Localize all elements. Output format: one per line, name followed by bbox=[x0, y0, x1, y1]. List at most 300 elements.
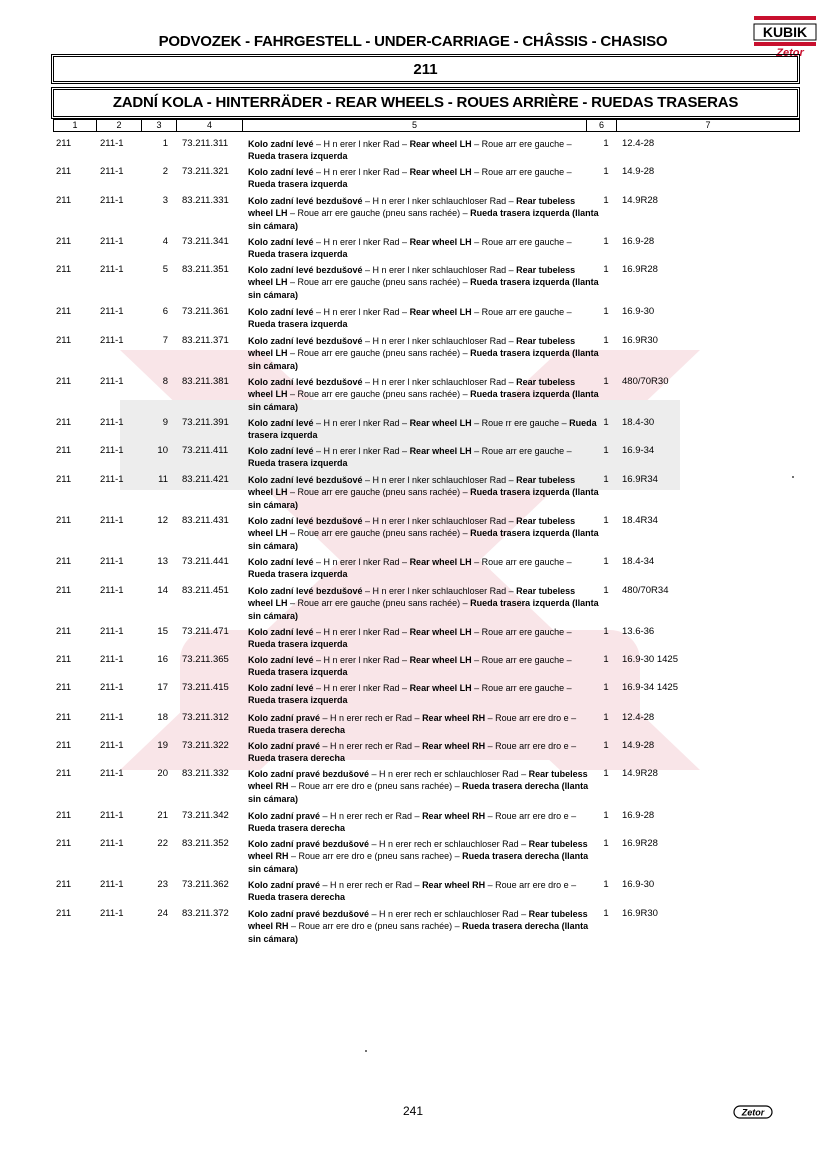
desc-fr: – Roue arr ere dro e – bbox=[485, 811, 577, 821]
part-number-cell: 83.211.431 bbox=[182, 515, 229, 526]
table-column-header bbox=[53, 119, 800, 132]
desc-cz: Kolo zadní levé bezdušové bbox=[248, 377, 363, 387]
quantity-cell: 1 bbox=[603, 740, 609, 751]
part-number-cell: 83.211.371 bbox=[182, 335, 229, 346]
tire-size-cell: 16.9-34 bbox=[622, 445, 655, 456]
group-cell: 211-1 bbox=[100, 376, 124, 387]
desc-de: – H n erer rech er schlauchloser Rad – bbox=[369, 909, 529, 919]
desc-fr: – Roue arr ere gauche (pneu sans rachée) – bbox=[287, 277, 471, 288]
position-cell: 20 bbox=[157, 768, 168, 779]
group-cell: 211-1 bbox=[100, 712, 124, 723]
desc-cz: Kolo zadní pravé bbox=[248, 713, 321, 723]
group-cell: 211-1 bbox=[100, 335, 124, 346]
position-cell: 22 bbox=[157, 838, 168, 849]
desc-es: Rueda trasera izquerda (llanta sin cámara) bbox=[248, 528, 599, 551]
desc-es: Rueda trasera izquerda bbox=[248, 179, 348, 190]
desc-es: Rueda trasera derecha (llanta sin cámara) bbox=[248, 851, 589, 874]
desc-cz: Kolo zadní levé bezdušové bbox=[248, 586, 363, 596]
position-cell: 12 bbox=[157, 515, 168, 526]
part-number-cell: 73.211.312 bbox=[182, 712, 229, 723]
desc-es: Rueda trasera izquerda (llanta sin cámara) bbox=[248, 208, 599, 231]
desc-cz: Kolo zadní pravé bezdušové bbox=[248, 769, 370, 779]
desc-de: – H n erer rech er schlauchloser Rad – bbox=[369, 839, 529, 849]
tire-size-cell: 14.9-28 bbox=[622, 166, 655, 177]
description-cell bbox=[248, 445, 600, 470]
desc-de: – H n erer l nker schlauchloser Rad – bbox=[362, 475, 517, 485]
description-cell bbox=[248, 810, 600, 835]
desc-en: Rear tubeless wheel RH bbox=[248, 839, 588, 862]
desc-es: Rueda trasera izquerda (llanta sin cámara) bbox=[248, 487, 599, 510]
desc-en: Rear tubeless wheel LH bbox=[248, 377, 576, 400]
column-header-6: 6 bbox=[587, 120, 617, 131]
section-cell: 211 bbox=[56, 626, 72, 637]
group-cell: 211-1 bbox=[100, 908, 124, 919]
description-cell bbox=[248, 195, 600, 232]
tire-size-cell: 12.4-28 bbox=[622, 138, 655, 149]
section-cell: 211 bbox=[56, 376, 72, 387]
desc-de: – H n erer l nker Rad – bbox=[313, 655, 410, 665]
group-cell: 211-1 bbox=[100, 195, 124, 206]
group-cell: 211-1 bbox=[100, 138, 124, 149]
desc-fr: – Roue arr ere gauche – bbox=[471, 237, 572, 247]
section-cell: 211 bbox=[56, 138, 72, 149]
desc-cz: Kolo zadní levé bbox=[248, 307, 314, 317]
desc-es: Rueda trasera izquerda (llanta sin cámara) bbox=[248, 389, 599, 412]
scan-speck bbox=[365, 1050, 367, 1052]
part-number-cell: 83.211.351 bbox=[182, 264, 229, 275]
description-cell bbox=[248, 236, 600, 261]
tire-size-cell: 480/70R30 bbox=[622, 376, 669, 387]
position-cell: 23 bbox=[157, 879, 168, 890]
desc-fr: – Roue arr ere gauche (pneu sans rachée) – bbox=[287, 487, 471, 498]
description-cell bbox=[248, 515, 600, 552]
section-cell: 211 bbox=[56, 585, 72, 596]
section-cell: 211 bbox=[56, 515, 72, 526]
desc-en: Rear wheel RH bbox=[422, 741, 486, 751]
position-cell: 5 bbox=[162, 264, 168, 275]
desc-fr: – Roue arr ere dro e (pneu sans rachée) – bbox=[288, 921, 463, 932]
column-header-5: 5 bbox=[243, 120, 587, 131]
desc-en: Rear wheel LH bbox=[409, 683, 472, 693]
desc-es: Rueda trasera izquerda (llanta sin cámara) bbox=[248, 598, 599, 621]
quantity-cell: 1 bbox=[603, 236, 609, 247]
desc-cz: Kolo zadní levé bezdušové bbox=[248, 196, 363, 206]
desc-en: Rear tubeless wheel LH bbox=[248, 265, 576, 288]
page-header-title: PODVOZEK - FAHRGESTELL - UNDER-CARRIAGE - CHÂSSIS - CHASISO bbox=[158, 33, 668, 50]
quantity-cell: 1 bbox=[603, 626, 609, 637]
position-cell: 24 bbox=[157, 908, 168, 919]
quantity-cell: 1 bbox=[603, 556, 609, 567]
section-cell: 211 bbox=[56, 712, 72, 723]
description-cell bbox=[248, 335, 600, 372]
desc-en: Rear wheel LH bbox=[409, 446, 472, 456]
part-number-cell: 83.211.332 bbox=[182, 768, 229, 779]
section-cell: 211 bbox=[56, 908, 72, 919]
section-cell: 211 bbox=[56, 682, 72, 693]
column-header-7: 7 bbox=[705, 120, 711, 130]
tire-size-cell: 16.9R28 bbox=[622, 838, 658, 849]
quantity-cell: 1 bbox=[603, 768, 609, 779]
position-cell: 17 bbox=[157, 682, 168, 693]
quantity-cell: 1 bbox=[603, 306, 609, 317]
desc-de: – H n erer rech er Rad – bbox=[320, 741, 423, 751]
section-number: 211 bbox=[413, 61, 438, 78]
desc-en: Rear wheel LH bbox=[409, 418, 472, 428]
desc-de: – H n erer l nker Rad – bbox=[313, 557, 410, 567]
desc-es: Rueda trasera derecha (llanta sin cámara) bbox=[248, 781, 589, 804]
tire-size-cell: 18.4-34 bbox=[622, 556, 655, 567]
desc-de: – H n erer l nker schlauchloser Rad – bbox=[362, 516, 517, 526]
desc-es: Rueda trasera izquerda bbox=[248, 639, 348, 650]
part-number-cell: 73.211.441 bbox=[182, 556, 229, 567]
desc-es: Rueda trasera izquerda (llanta sin cámara) bbox=[248, 348, 599, 371]
desc-en: Rear wheel LH bbox=[409, 167, 472, 177]
group-cell: 211-1 bbox=[100, 236, 124, 247]
part-number-cell: 73.211.342 bbox=[182, 810, 229, 821]
part-number-cell: 83.211.372 bbox=[182, 908, 229, 919]
column-header-4: 4 bbox=[177, 120, 243, 131]
section-cell: 211 bbox=[56, 838, 72, 849]
group-cell: 211-1 bbox=[100, 740, 124, 751]
group-cell: 211-1 bbox=[100, 626, 124, 637]
part-number-cell: 83.211.421 bbox=[182, 474, 229, 485]
tire-size-cell: 14.9R28 bbox=[622, 768, 658, 779]
tire-size-cell: 480/70R34 bbox=[622, 585, 669, 596]
desc-en: Rear wheel LH bbox=[409, 307, 472, 317]
quantity-cell: 1 bbox=[603, 166, 609, 177]
group-cell: 211-1 bbox=[100, 810, 124, 821]
tire-size-cell: 14.9R28 bbox=[622, 195, 658, 206]
desc-fr: – Roue arr ere gauche – bbox=[471, 446, 572, 456]
part-number-cell: 73.211.341 bbox=[182, 236, 229, 247]
tire-size-cell: 18.4-30 bbox=[622, 417, 655, 428]
group-cell: 211-1 bbox=[100, 585, 124, 596]
part-number-cell: 73.211.411 bbox=[182, 445, 229, 456]
description-cell bbox=[248, 838, 600, 875]
part-number-cell: 73.211.365 bbox=[182, 654, 229, 665]
zetor-footer-logo bbox=[733, 1105, 773, 1119]
page-number: 241 bbox=[402, 1104, 424, 1118]
column-header-3: 3 bbox=[142, 120, 177, 131]
desc-fr: – Roue arr ere dro e – bbox=[485, 713, 577, 723]
desc-de: – H n erer l nker Rad – bbox=[313, 307, 410, 317]
section-cell: 211 bbox=[56, 474, 72, 485]
desc-fr: – Roue arr ere dro e (pneu sans rachee) – bbox=[288, 851, 463, 862]
desc-fr: – Roue arr ere gauche (pneu sans rachée) – bbox=[287, 528, 471, 539]
description-cell bbox=[248, 740, 600, 765]
section-cell: 211 bbox=[56, 445, 72, 456]
part-number-cell: 73.211.471 bbox=[182, 626, 229, 637]
position-cell: 13 bbox=[157, 556, 168, 567]
desc-fr: – Roue arr ere gauche (pneu sans rachée) – bbox=[287, 598, 471, 609]
group-cell: 211-1 bbox=[100, 654, 124, 665]
position-cell: 11 bbox=[158, 474, 168, 485]
desc-es: Rueda trasera derecha bbox=[248, 725, 346, 736]
tire-size-cell: 16.9R28 bbox=[622, 264, 658, 275]
desc-en: Rear wheel LH bbox=[409, 627, 472, 637]
position-cell: 7 bbox=[162, 335, 168, 346]
desc-en: Rear wheel LH bbox=[409, 557, 472, 567]
description-cell bbox=[248, 908, 600, 945]
group-cell: 211-1 bbox=[100, 306, 124, 317]
desc-en: Rear tubeless wheel LH bbox=[248, 516, 576, 539]
tire-size-cell: 16.9R30 bbox=[622, 335, 658, 346]
desc-cz: Kolo zadní levé bbox=[248, 683, 314, 693]
tire-size-cell: 16.9R30 bbox=[622, 908, 658, 919]
desc-en: Rear tubeless wheel RH bbox=[248, 769, 588, 792]
desc-cz: Kolo zadní levé bezdušové bbox=[248, 265, 363, 275]
position-cell: 18 bbox=[157, 712, 168, 723]
quantity-cell: 1 bbox=[603, 654, 609, 665]
section-cell: 211 bbox=[56, 768, 72, 779]
desc-cz: Kolo zadní levé bbox=[248, 418, 314, 428]
part-number-cell: 73.211.391 bbox=[182, 417, 229, 428]
desc-cz: Kolo zadní levé bezdušové bbox=[248, 516, 363, 526]
tire-size-cell: 16.9-30 bbox=[622, 879, 655, 890]
desc-en: Rear wheel RH bbox=[422, 880, 486, 890]
desc-fr: – Roue arr ere gauche – bbox=[471, 683, 572, 693]
desc-en: Rear wheel LH bbox=[409, 655, 472, 665]
desc-fr: – Roue arr ere gauche – bbox=[471, 167, 572, 177]
section-cell: 211 bbox=[56, 195, 72, 206]
desc-de: – H n erer rech er schlauchloser Rad – bbox=[369, 769, 529, 779]
description-cell bbox=[248, 474, 600, 511]
desc-es: Rueda trasera izquerda bbox=[248, 695, 348, 706]
desc-en: Rear wheel RH bbox=[422, 811, 486, 821]
desc-de: – H n erer l nker Rad – bbox=[313, 167, 410, 177]
desc-fr: – Roue arr ere gauche – bbox=[471, 307, 572, 317]
scan-speck bbox=[792, 476, 794, 478]
desc-de: – H n erer l nker Rad – bbox=[313, 446, 410, 456]
desc-es: Rueda trasera izquerda bbox=[248, 569, 348, 580]
description-cell bbox=[248, 138, 600, 163]
desc-es: Rueda trasera izquerda bbox=[248, 319, 348, 330]
tire-size-cell: 16.9R34 bbox=[622, 474, 658, 485]
desc-cz: Kolo zadní levé bbox=[248, 557, 314, 567]
desc-cz: Kolo zadní pravé bezdušové bbox=[248, 909, 370, 919]
quantity-cell: 1 bbox=[603, 879, 609, 890]
quantity-cell: 1 bbox=[603, 682, 609, 693]
desc-fr: – Roue arr ere gauche – bbox=[471, 627, 572, 637]
desc-en: Rear wheel LH bbox=[409, 139, 472, 149]
desc-cz: Kolo zadní pravé bbox=[248, 880, 321, 890]
position-cell: 14 bbox=[157, 585, 168, 596]
group-title: ZADNÍ KOLA - HINTERRÄDER - REAR WHEELS - ROUES ARRIÈRE - RUEDAS TRASERAS bbox=[112, 94, 739, 111]
group-cell: 211-1 bbox=[100, 264, 124, 275]
desc-es: Rueda trasera izquerda (llanta sin cámara) bbox=[248, 277, 599, 300]
desc-es: Rueda trasera izquerda bbox=[248, 249, 348, 260]
desc-en: Rear wheel LH bbox=[409, 237, 472, 247]
desc-de: – H n erer l nker Rad – bbox=[313, 683, 410, 693]
position-cell: 2 bbox=[162, 166, 168, 177]
desc-de: – H n erer rech er Rad – bbox=[320, 713, 423, 723]
description-cell bbox=[248, 417, 600, 442]
position-cell: 4 bbox=[162, 236, 168, 247]
quantity-cell: 1 bbox=[603, 195, 609, 206]
description-cell bbox=[248, 879, 600, 904]
desc-es: Rueda trasera izquerda bbox=[248, 418, 597, 441]
desc-en: Rear tubeless wheel LH bbox=[248, 196, 576, 219]
part-number-cell: 73.211.311 bbox=[182, 138, 229, 149]
description-cell bbox=[248, 712, 600, 737]
description-cell bbox=[248, 264, 600, 301]
desc-fr: – Roue rr ere gauche – bbox=[471, 418, 570, 428]
desc-fr: – Roue arr ere gauche – bbox=[471, 139, 572, 149]
desc-de: – H n erer l nker schlauchloser Rad – bbox=[362, 586, 517, 596]
position-cell: 19 bbox=[157, 740, 168, 751]
section-cell: 211 bbox=[56, 417, 72, 428]
quantity-cell: 1 bbox=[603, 376, 609, 387]
tire-size-cell: 16.9-28 bbox=[622, 236, 655, 247]
group-cell: 211-1 bbox=[100, 445, 124, 456]
group-cell: 211-1 bbox=[100, 556, 124, 567]
desc-fr: – Roue arr ere gauche – bbox=[471, 557, 572, 567]
desc-de: – H n erer rech er Rad – bbox=[320, 880, 423, 890]
desc-cz: Kolo zadní levé bbox=[248, 167, 314, 177]
section-cell: 211 bbox=[56, 654, 72, 665]
desc-es: Rueda trasera derecha (llanta sin cámara) bbox=[248, 921, 589, 944]
svg-text:Zetor: Zetor bbox=[741, 1107, 765, 1118]
desc-de: – H n erer rech er Rad – bbox=[320, 811, 423, 821]
desc-de: – H n erer l nker schlauchloser Rad – bbox=[362, 196, 517, 206]
position-cell: 21 bbox=[157, 810, 168, 821]
desc-es: Rueda trasera izquerda bbox=[248, 151, 348, 162]
description-cell bbox=[248, 654, 600, 679]
desc-cz: Kolo zadní levé bbox=[248, 139, 314, 149]
desc-de: – H n erer l nker Rad – bbox=[313, 627, 410, 637]
section-cell: 211 bbox=[56, 166, 72, 177]
group-cell: 211-1 bbox=[100, 879, 124, 890]
description-cell bbox=[248, 626, 600, 651]
part-number-cell: 73.211.322 bbox=[182, 740, 229, 751]
group-title-box bbox=[53, 89, 798, 117]
desc-es: Rueda trasera derecha bbox=[248, 892, 346, 903]
desc-en: Rear tubeless wheel LH bbox=[248, 336, 576, 359]
quantity-cell: 1 bbox=[603, 335, 609, 346]
quantity-cell: 1 bbox=[603, 810, 609, 821]
desc-fr: – Roue arr ere dro e (pneu sans rachée) – bbox=[288, 781, 463, 792]
svg-text:KUBIK: KUBIK bbox=[762, 24, 808, 40]
desc-de: – H n erer l nker schlauchloser Rad – bbox=[362, 265, 517, 275]
desc-de: – H n erer l nker Rad – bbox=[313, 418, 410, 428]
group-cell: 211-1 bbox=[100, 838, 124, 849]
desc-fr: – Roue arr ere gauche – bbox=[471, 655, 572, 665]
group-cell: 211-1 bbox=[100, 768, 124, 779]
desc-cz: Kolo zadní levé bbox=[248, 655, 314, 665]
desc-de: – H n erer l nker schlauchloser Rad – bbox=[362, 336, 517, 346]
group-cell: 211-1 bbox=[100, 474, 124, 485]
tire-size-cell: 13.6-36 bbox=[622, 626, 655, 637]
description-cell bbox=[248, 768, 600, 805]
quantity-cell: 1 bbox=[603, 474, 609, 485]
section-number-box bbox=[53, 56, 798, 82]
section-cell: 211 bbox=[56, 879, 72, 890]
section-cell: 211 bbox=[56, 740, 72, 751]
tire-size-cell: 16.9-30 bbox=[622, 306, 655, 317]
desc-es: Rueda trasera izquerda bbox=[248, 458, 348, 469]
desc-fr: – Roue arr ere gauche (pneu sans rachée) – bbox=[287, 208, 471, 219]
quantity-cell: 1 bbox=[603, 445, 609, 456]
part-number-cell: 83.211.451 bbox=[182, 585, 229, 596]
tire-size-cell: 18.4R34 bbox=[622, 515, 658, 526]
section-cell: 211 bbox=[56, 264, 72, 275]
position-cell: 8 bbox=[162, 376, 168, 387]
desc-cz: Kolo zadní levé bbox=[248, 627, 314, 637]
part-number-cell: 83.211.331 bbox=[182, 195, 229, 206]
position-cell: 15 bbox=[157, 626, 168, 637]
description-cell bbox=[248, 166, 600, 191]
desc-cz: Kolo zadní levé bbox=[248, 237, 314, 247]
desc-cz: Kolo zadní pravé bbox=[248, 741, 321, 751]
tire-size-cell: 16.9-28 bbox=[622, 810, 655, 821]
column-header-1: 1 bbox=[54, 120, 97, 131]
position-cell: 1 bbox=[162, 138, 168, 149]
description-cell bbox=[248, 376, 600, 413]
part-number-cell: 83.211.381 bbox=[182, 376, 229, 387]
group-cell: 211-1 bbox=[100, 417, 124, 428]
section-cell: 211 bbox=[56, 810, 72, 821]
quantity-cell: 1 bbox=[603, 712, 609, 723]
group-cell: 211-1 bbox=[100, 166, 124, 177]
tire-size-cell: 16.9-30 1425 bbox=[622, 654, 678, 665]
description-cell bbox=[248, 682, 600, 707]
position-cell: 9 bbox=[162, 417, 168, 428]
desc-en: Rear tubeless wheel RH bbox=[248, 909, 588, 932]
desc-en: Rear tubeless wheel LH bbox=[248, 586, 576, 609]
column-header-2: 2 bbox=[97, 120, 142, 131]
description-cell bbox=[248, 306, 600, 331]
part-number-cell: 73.211.415 bbox=[182, 682, 229, 693]
description-cell bbox=[248, 585, 600, 622]
quantity-cell: 1 bbox=[603, 515, 609, 526]
group-cell: 211-1 bbox=[100, 682, 124, 693]
section-cell: 211 bbox=[56, 335, 72, 346]
quantity-cell: 1 bbox=[603, 585, 609, 596]
part-number-cell: 83.211.352 bbox=[182, 838, 229, 849]
section-cell: 211 bbox=[56, 556, 72, 567]
desc-en: Rear tubeless wheel LH bbox=[248, 475, 576, 498]
desc-es: Rueda trasera izquerda bbox=[248, 667, 348, 678]
tire-size-cell: 16.9-34 1425 bbox=[622, 682, 678, 693]
desc-es: Rueda trasera derecha bbox=[248, 753, 346, 764]
tire-size-cell: 14.9-28 bbox=[622, 740, 655, 751]
quantity-cell: 1 bbox=[603, 138, 609, 149]
desc-fr: – Roue arr ere gauche (pneu sans rachée) – bbox=[287, 389, 471, 400]
group-cell: 211-1 bbox=[100, 515, 124, 526]
desc-es: Rueda trasera derecha bbox=[248, 823, 346, 834]
part-number-cell: 73.211.362 bbox=[182, 879, 229, 890]
section-cell: 211 bbox=[56, 236, 72, 247]
tire-size-cell: 12.4-28 bbox=[622, 712, 655, 723]
desc-en: Rear wheel RH bbox=[422, 713, 486, 723]
quantity-cell: 1 bbox=[603, 264, 609, 275]
desc-fr: – Roue arr ere dro e – bbox=[485, 880, 577, 890]
position-cell: 6 bbox=[162, 306, 168, 317]
position-cell: 10 bbox=[157, 445, 168, 456]
desc-cz: Kolo zadní levé bbox=[248, 446, 314, 456]
quantity-cell: 1 bbox=[603, 838, 609, 849]
section-cell: 211 bbox=[56, 306, 72, 317]
desc-de: – H n erer l nker Rad – bbox=[313, 237, 410, 247]
position-cell: 3 bbox=[162, 195, 168, 206]
desc-cz: Kolo zadní levé bezdušové bbox=[248, 475, 363, 485]
svg-text:Zetor: Zetor bbox=[776, 47, 804, 59]
part-number-cell: 73.211.321 bbox=[182, 166, 229, 177]
desc-cz: Kolo zadní pravé bezdušové bbox=[248, 839, 370, 849]
part-number-cell: 73.211.361 bbox=[182, 306, 229, 317]
desc-cz: Kolo zadní pravé bbox=[248, 811, 321, 821]
quantity-cell: 1 bbox=[603, 417, 609, 428]
